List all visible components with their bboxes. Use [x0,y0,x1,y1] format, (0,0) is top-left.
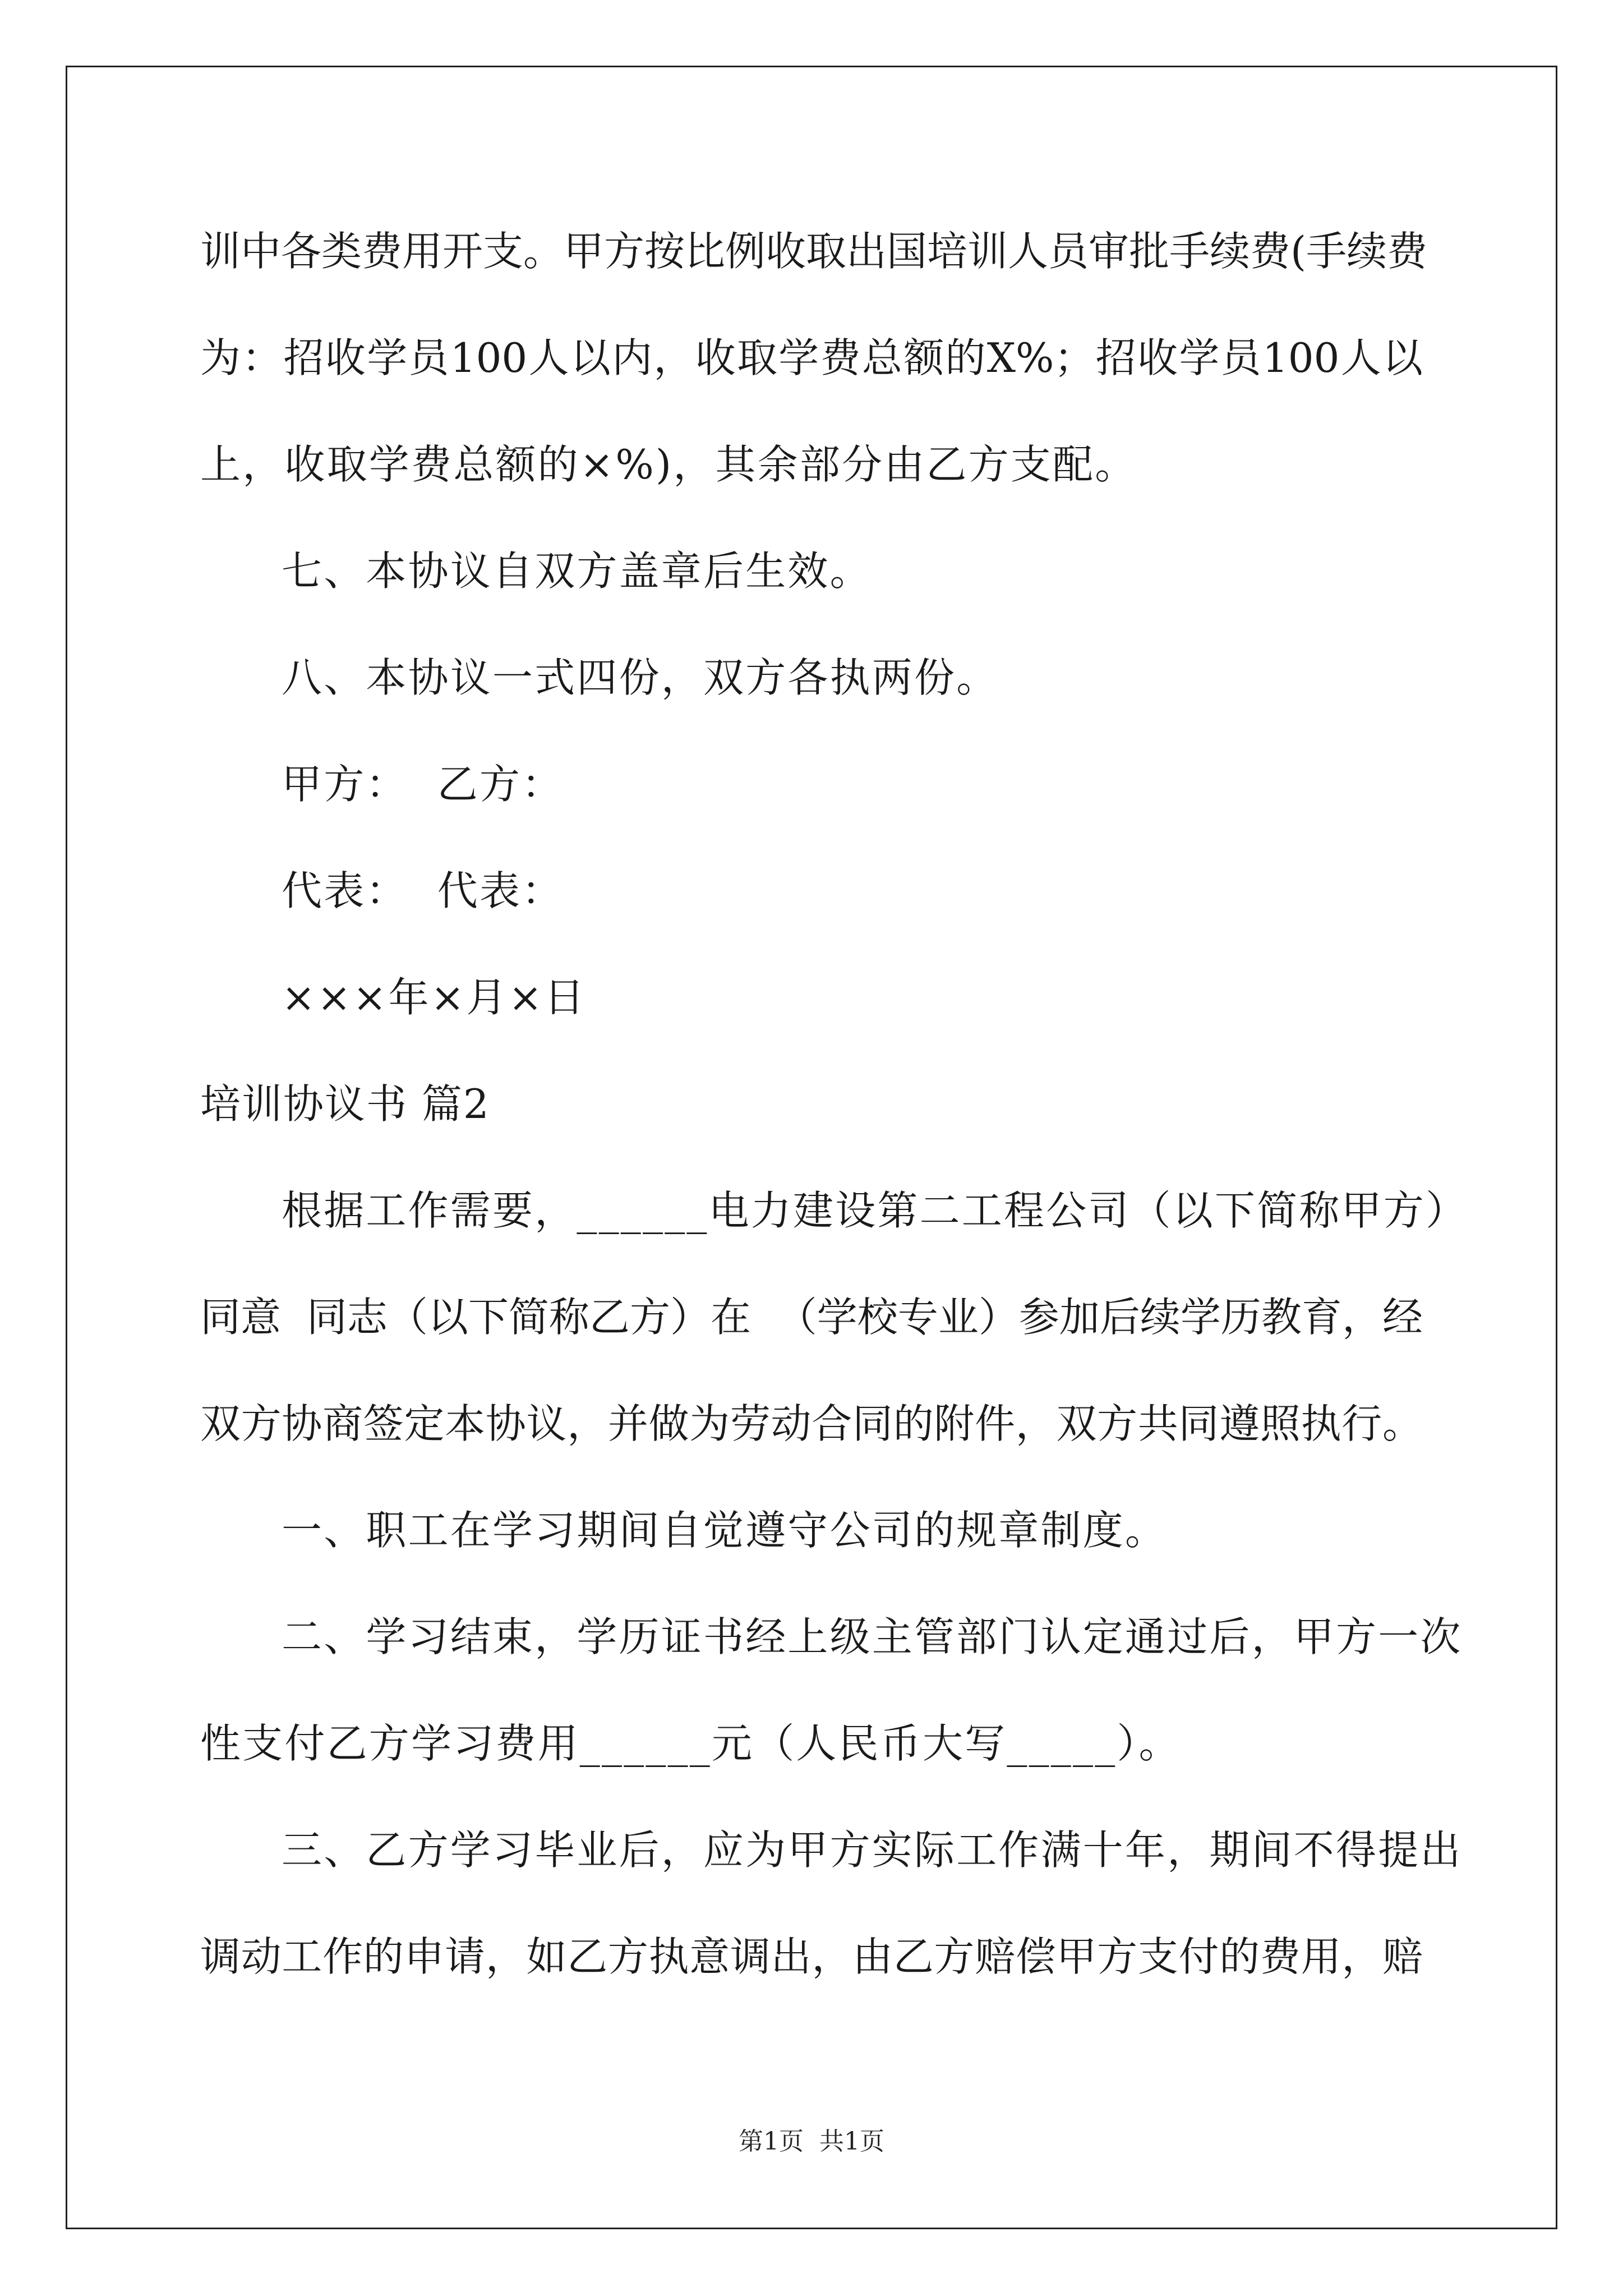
paragraph-line: 双方协商签定本协议，并做为劳动合同的附件，双方共同遵照执行。 [200,1400,1423,1447]
party-line: 甲方： 乙方： [282,761,564,808]
page-border [66,66,1557,2229]
clause-7: 七、本协议自双方盖章后生效。 [282,547,872,595]
paragraph-line: 为：招收学员100人以内，收取学费总额的X%；招收学员100人以 [200,334,1423,381]
clause-2: 二、学习结束，学历证书经上级主管部门认定通过后，甲方一次 [282,1613,1463,1660]
paragraph-line: 性支付乙方学习费用______元（人民币大写_____）。 [200,1720,1181,1767]
paragraph-line: 根据工作需要，______电力建设第二工程公司（以下简称甲方） [282,1187,1468,1234]
clause-3: 三、乙方学习毕业后，应为甲方实际工作满十年，期间不得提出 [282,1826,1463,1874]
page-footer: 第1页 共1页 [739,2127,884,2156]
paragraph-line: 同意 同志（以下简称乙方）在 （学校专业）参加后续学历教育，经 [200,1294,1423,1341]
representative-line: 代表： 代表： [282,867,564,914]
paragraph-line: 训中各类费用开支。甲方按比例收取出国培训人员审批手续费(手续费 [200,228,1428,275]
paragraph-line: 调动工作的申请，如乙方执意调出，由乙方赔偿甲方支付的费用，赔 [200,1933,1423,1980]
paragraph-line: 上，收取学费总额的×%)，其余部分由乙方支配。 [200,441,1137,488]
date-line: ×××年×月×日 [282,974,587,1021]
clause-8: 八、本协议一式四份，双方各执两份。 [282,654,999,701]
clause-1: 一、职工在学习期间自觉遵守公司的规章制度。 [282,1507,1168,1554]
section-heading: 培训协议书 篇2 [200,1080,490,1128]
